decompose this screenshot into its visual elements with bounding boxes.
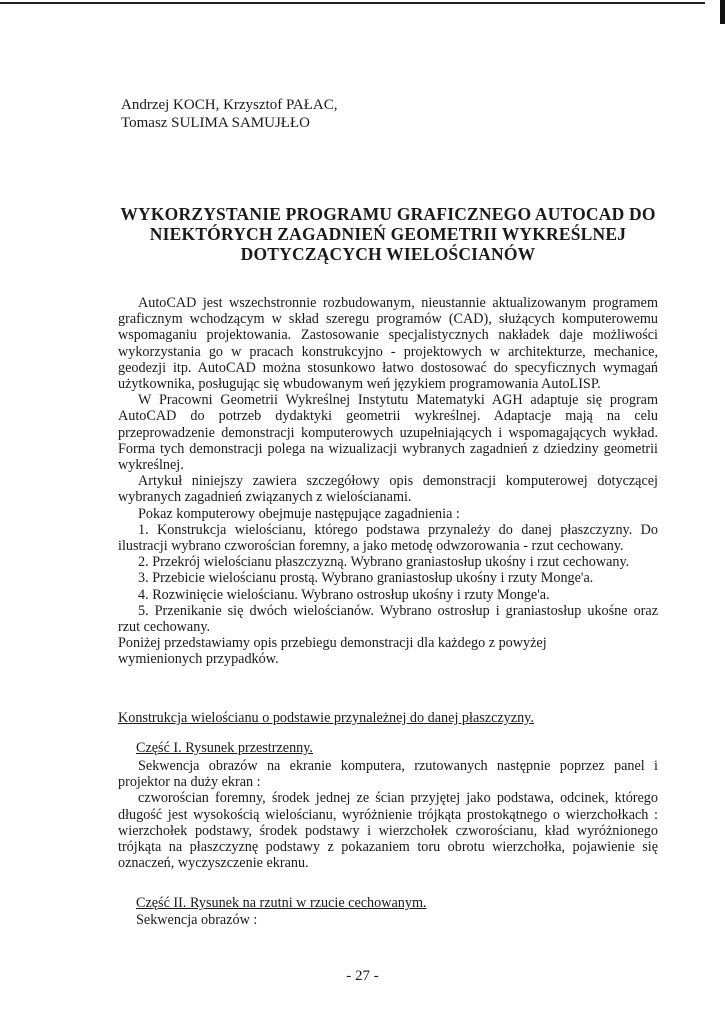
title-line-2: NIEKTÓRYCH ZAGADNIEŃ GEOMETRII WYKREŚLNEJ [149, 224, 627, 244]
scan-top-border [0, 2, 705, 4]
intro-paragraph-3: Artykuł niniejszy zawiera szczegółowy opis demonstracji komputerowej dotyczącej wybranych zagadnień związanych z wielościanami. [118, 473, 658, 506]
topic-item-2: 2. Przekrój wielościanu płaszczyzną. Wybrano graniastosłup ukośny i rzut cechowany. [138, 554, 630, 571]
authors-line-1: Andrzej KOCH, Krzysztof PAŁAC, [121, 97, 338, 113]
title-line-1: WYKORZYSTANIE PROGRAMU GRAFICZNEGO AUTOCAD DO [120, 204, 656, 224]
part-1-paragraph-1: Sekwencja obrazów na ekranie komputera, rzutowanych następnie poprzez panel i projektor na duży ekran : [118, 758, 658, 791]
part-2-paragraph-1: Sekwencja obrazów : [136, 912, 258, 928]
scan-corner-mark [720, 0, 725, 24]
intro-paragraph-2: W Pracowni Geometrii Wykreślnej Instytutu Matematyki AGH adaptuje się program AutoCAD do potrzeb dydaktyki geometrii wykreślnej. Adaptacje mają na celu przeprowadzenie demonstracji komputerowych uzupełniających i wspomagających wykład. Forma tych demonstracji polega na wizualizacji wybranych zagadnień z dziedziny geometrii wykreślnej. [118, 392, 658, 474]
topic-item-4: 4. Rozwinięcie wielościanu. Wybrano ostrosłup ukośny i rzuty Monge'a. [138, 586, 550, 603]
closing-paragraph: Poniżej przedstawiamy opis przebiegu demonstracji dla każdego z powyżej wymienionych przypadków. [118, 635, 547, 668]
topic-item-1: 1. Konstrukcja wielościanu, którego podstawa przynależy do danej płaszczyzny. Do ilustracji wybrano czworościan foremny, a jako metodę odwzorowania - rzut cechowany. [118, 521, 658, 555]
section-heading: Konstrukcja wielościanu o podstawie przynależnej do danej płaszczyzny. [118, 710, 534, 726]
intro-paragraph-1: AutoCAD jest wszechstronnie rozbudowanym, nieustannie aktualizowanym programem graficznym wchodzącym w skład szeregu programów (CAD), służących komputerowemu wspomaganiu projektowania. Zastosowanie specjalistycznych nakładek daje możliwości wykorzystania go w pracach konstrukcyjno - projektowych w architekturze, mechanice, geodezji itp. AutoCAD można stosunkowo łatwo dostosować do specyficznych wymagań użytkownika, posługując się wbudowanym weń językiem programowania AutoLISP. [118, 295, 658, 393]
page-number: - 27 - [346, 968, 379, 984]
intro-paragraph-4: Pokaz komputerowy obejmuje następujące zagadnienia : [138, 505, 460, 522]
topic-item-5: 5. Przenikanie się dwóch wielościanów. Wybrano ostrosłup i graniastosłup ukośne oraz rzut cechowany. [118, 602, 658, 636]
part-1-paragraph-2: czworościan foremny, środek jednej ze ścian przyjętej jako podstawa, odcinek, którego długość jest wysokością wielościanu, wyróżnienie trójkąta prostokątnego o wierzchołkach : wierzchołek podstawy, środek podstawy i wierzchołek czworościanu, kład wyróżnionego trójkąta na płaszczyznę podstawy z pokazaniem toru obrotu wierzchołka, pojawienie się oznaczeń, wyczyszczenie ekranu. [118, 790, 658, 872]
paper-title [118, 204, 658, 264]
topic-item-3: 3. Przebicie wielościanu prostą. Wybrano graniastosłup ukośny i rzuty Monge'a. [138, 570, 594, 587]
authors-line-2: Tomasz SULIMA SAMUJŁŁO [121, 115, 310, 131]
part-1-heading: Część I. Rysunek przestrzenny. [136, 740, 313, 756]
intro-body [118, 295, 658, 668]
part-2-heading: Część II. Rysunek na rzutni w rzucie cechowanym. [136, 895, 427, 911]
title-line-3: DOTYCZĄCYCH WIELOŚCIANÓW [240, 244, 536, 264]
authors [121, 96, 338, 132]
part-1-body [118, 758, 658, 871]
